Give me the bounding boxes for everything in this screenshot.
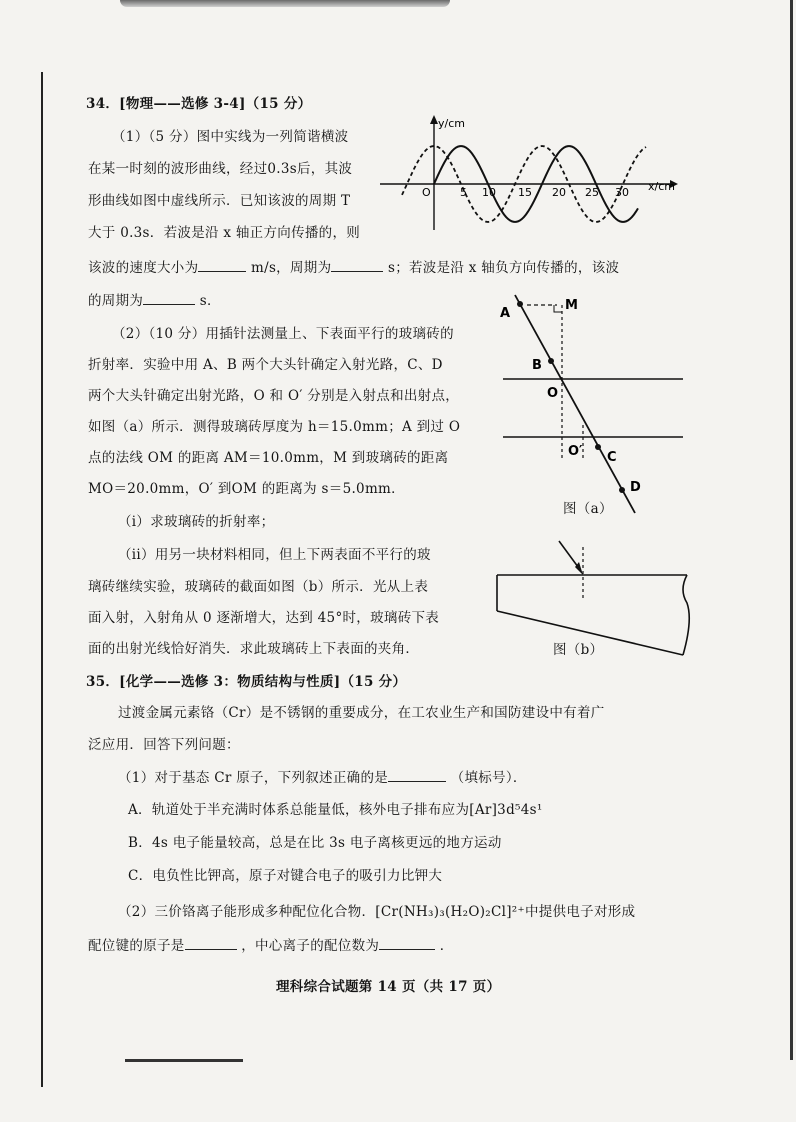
label-A: A — [500, 306, 511, 321]
q35-header: 35．[化学——选修 3：物质结构与性质]（15 分） — [86, 674, 407, 690]
scan-mark-bottom — [125, 1059, 243, 1062]
q34-part2-ii-line2: 璃砖继续实验，玻璃砖的截面如图（b）所示．光从上表 — [88, 579, 429, 595]
q34-part2-line3: 两个大头针确定出射光路，O 和 O′ 分别是入射点和出射点， — [88, 388, 460, 404]
q34-part1-line5: 该波的速度大小为 m/s，周期为 s；若波是沿 x 轴负方向传播的，该波 — [88, 260, 620, 276]
q34-part1-line1: （1）（5 分）图中实线为一列简谐横波 — [112, 129, 349, 145]
x-tick-25: 25 — [585, 186, 599, 199]
q35-intro-line1: 过渡金属元素铬（Cr）是不锈钢的重要成分，在工农业生产和国防建设中有着广 — [118, 705, 605, 721]
q34-part2-ii-line3: 面入射，入射角从 0 逐渐增大，达到 45°时，玻璃砖下表 — [88, 610, 440, 626]
label-B: B — [532, 358, 542, 373]
page-footer: 理科综合试题第 14 页（共 17 页） — [276, 979, 501, 995]
label-O: O — [547, 386, 559, 401]
figure-a — [495, 285, 695, 520]
scan-shadow-top — [120, 0, 450, 7]
label-C: C — [607, 450, 617, 465]
label-O-prime: O′ — [568, 444, 583, 459]
x-tick-20: 20 — [552, 186, 566, 199]
q35-question2-line2: 配位键的原子是 ，中心离子的配位数为 ． — [88, 938, 454, 954]
point-A — [517, 301, 523, 307]
q34-part2-i: （i）求玻璃砖的折射率； — [118, 514, 275, 530]
q35-option-C: C．电负性比钾高，原子对键合电子的吸引力比钾大 — [128, 868, 443, 884]
q34-part2-ii-line4: 面的出射光线恰好消失．求此玻璃砖上下表面的夹角． — [88, 641, 420, 657]
y-axis-label: y/cm — [438, 117, 465, 130]
label-D: D — [630, 480, 641, 495]
x-tick-10: 10 — [482, 186, 496, 199]
figure-b-caption: 图（b） — [553, 642, 604, 658]
q35-question1: （1）对于基态 Cr 原子，下列叙述正确的是 （填标号）． — [118, 770, 527, 786]
q34-part2-line5: 点的法线 OM 的距离 AM＝10.0mm，M 到玻璃砖的距离 — [88, 450, 449, 466]
q34-part2-line2: 折射率．实验中用 A、B 两个大头针确定入射光路，C、D — [88, 357, 443, 373]
right-angle-mark — [554, 305, 562, 312]
margin-line-left — [41, 72, 43, 1087]
glass-b-break-edge — [683, 575, 689, 655]
x-tick-15: 15 — [518, 186, 532, 199]
q34-part1-line4: 大于 0.3s．若波是沿 x 轴正方向传播的，则 — [88, 225, 361, 241]
light-ray — [515, 295, 635, 513]
q34-part1-line3: 形曲线如图中虚线所示．已知该波的周期 T — [88, 193, 351, 209]
q34-part1-line6: 的周期为 s． — [88, 293, 221, 309]
q34-header: 34．[物理——选修 3-4]（15 分） — [86, 96, 312, 112]
margin-line-right — [790, 0, 793, 1060]
q35-intro-line2: 泛应用．回答下列问题： — [88, 737, 240, 753]
x-axis-label: x/cm — [648, 180, 675, 193]
x-tick-5: 5 — [460, 186, 467, 199]
point-C — [595, 444, 601, 450]
point-B — [548, 358, 554, 364]
option-A-config: [Ar]3d⁵4s¹ — [469, 802, 543, 818]
complex-formula: [Cr(NH₃)₃(H₂O)₂Cl]²⁺ — [375, 904, 525, 920]
q34-part2-line4: 如图（a）所示．测得玻璃砖厚度为 h＝15.0mm；A 到过 O — [88, 419, 461, 435]
figure-a-caption: 图（a） — [563, 501, 613, 517]
q34-part2-line1: （2）（10 分）用插针法测量上、下表面平行的玻璃砖的 — [112, 326, 454, 342]
q34-part2-ii-line1: （ii）用另一块材料相同，但上下两表面不平行的玻 — [118, 547, 431, 563]
x-tick-30: 30 — [615, 186, 629, 199]
q35-option-A: A．轨道处于半充满时体系总能量低，核外电子排布应为[Ar]3d⁵4s¹ — [128, 802, 543, 818]
origin-label: O — [422, 186, 431, 199]
point-D — [619, 487, 625, 493]
wave-graph — [380, 112, 685, 230]
label-M: M — [565, 298, 578, 313]
q35-option-B: B．4s 电子能量较高，总是在比 3s 电子离核更远的地方运动 — [128, 835, 502, 851]
q35-question2-line1: （2）三价铬离子能形成多种配位化合物．[Cr(NH₃)₃(H₂O)₂Cl]²⁺中提供电子对形成 — [118, 904, 636, 920]
y-axis-arrow — [430, 115, 438, 124]
q34-part2-line6: MO＝20.0mm，O′ 到OM 的距离为 s＝5.0mm． — [88, 481, 405, 497]
q34-part1-line2: 在某一时刻的波形曲线，经过0.3s后，其波 — [88, 161, 353, 177]
